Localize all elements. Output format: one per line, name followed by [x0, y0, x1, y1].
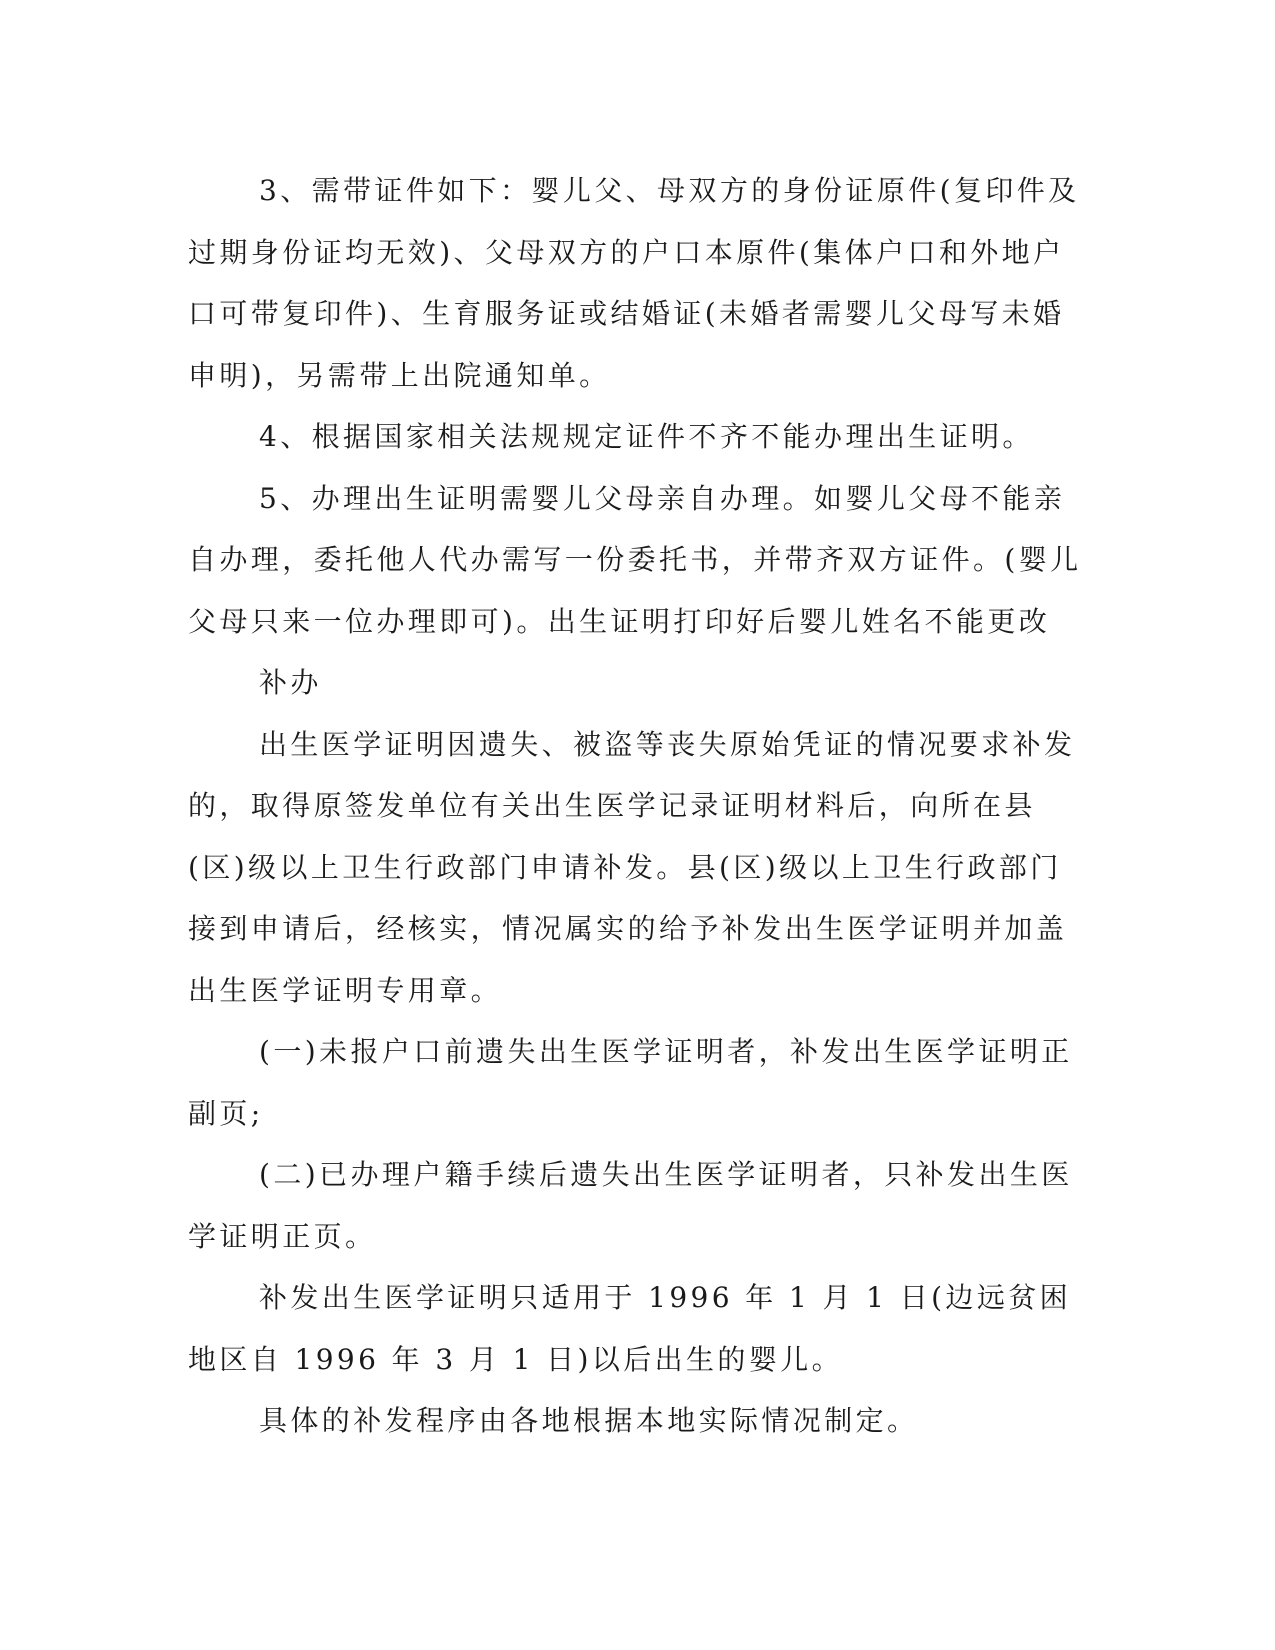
section-heading-reissue: 补办 — [259, 666, 322, 699]
paragraph-reissue-applicability: 补发出生医学证明只适用于 1996 年 1 月 1 日(边远贫困地区自 1996 年 3 月 1 日)以后出生的婴儿。 — [188, 1281, 1072, 1376]
paragraph-reissue-case-two: (二)已办理户籍手续后遗失出生医学证明者，只补发出生医学证明正页。 — [188, 1158, 1073, 1253]
paragraph-reissue-procedure: 出生医学证明因遗失、被盗等丧失原始凭证的情况要求补发的，取得原签发单位有关出生医学记录证明材料后，向所在县(区)级以上卫生行政部门申请补发。县(区)级以上卫生行政部门接到申请后，经核实，情况属实的给予补发出生医学证明并加盖出生医学证明专用章。 — [188, 727, 1076, 1007]
paragraph-parents-in-person: 5、办理出生证明需婴儿父母亲自办理。如婴儿父母不能亲自办理，委托他人代办需写一份委托书，并带齐双方证件。(婴儿父母只来一位办理即可)。出生证明打印好后婴儿姓名不能更改 — [188, 481, 1082, 638]
document-body — [188, 160, 1086, 1452]
paragraph-required-documents: 3、需带证件如下：婴儿父、母双方的身份证原件(复印件及过期身份证均无效)、父母双方的户口本原件(集体户口和外地户口可带复印件)、生育服务证或结婚证(未婚者需婴儿父母写未婚申明)，另需带上出院通知单。 — [188, 174, 1080, 392]
paragraph-reissue-case-one: (一)未报户口前遗失出生医学证明者，补发出生医学证明正副页; — [188, 1035, 1073, 1130]
paragraph-local-procedure: 具体的补发程序由各地根据本地实际情况制定。 — [259, 1404, 919, 1437]
paragraph-incomplete-documents: 4、根据国家相关法规规定证件不齐不能办理出生证明。 — [259, 420, 1034, 453]
